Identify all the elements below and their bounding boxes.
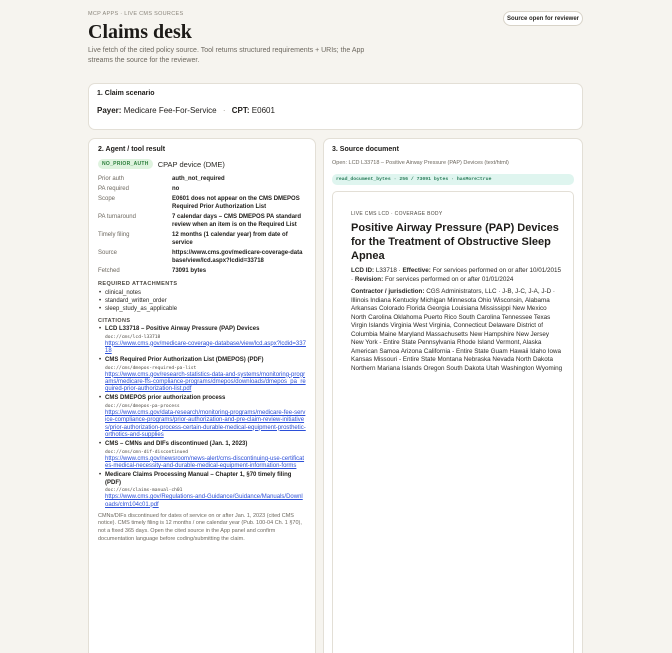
- source-document-card: [323, 138, 583, 653]
- attachments-list: [98, 289, 306, 313]
- citation-title: • Medicare Claims Processing Manual – Chapter 1, §70 timely filing (PDF): [105, 472, 292, 486]
- cpt-value: E0601: [251, 106, 275, 115]
- agent-heading: 2. Agent / tool result: [98, 146, 166, 153]
- citations-list: [98, 326, 306, 509]
- citation-title: • CMS Required Prior Authorization List (DMEPOS) (PDF): [105, 357, 264, 364]
- claim-scenario-card: [88, 83, 583, 130]
- citation-link[interactable]: https://www.cms.gov/newsroom/news-alert/cms-discontinuing-use-certificates-medical-necessity-and-durable-medical-equipment-information-forms: [105, 455, 305, 469]
- field-label: PA turnaround: [98, 214, 136, 220]
- field-value: no: [172, 186, 180, 192]
- citation-link[interactable]: https://www.cms.gov/research-statistics-data-and-systems/monitoring-programs/medicare-ffs-compliance-programs/dmepos/downloads/dmepos_pa_required-prior-authorization-list.pdf: [105, 371, 306, 393]
- contractor-label: Contractor / jurisdiction:: [351, 288, 425, 295]
- field-value: auth_not_required: [172, 176, 225, 182]
- citation-title: • CMS – CMNs and DIFs discontinued (Jan. 1, 2023): [105, 441, 248, 448]
- scenario-summary: [97, 106, 574, 115]
- effective-value: For services performed on or after 10/01/2015: [432, 267, 562, 274]
- scenario-heading: 1. Claim scenario: [97, 90, 155, 97]
- citation-item: [98, 326, 306, 355]
- citation-title: • LCD L33718 – Positive Airway Pressure (PAP) Devices: [105, 326, 260, 332]
- field-value: E0601 does not appear on the CMS DMEPOS Required Prior Authorization List: [172, 196, 300, 210]
- citation-doc-uri: doc://cms/lcd-l33718: [105, 334, 161, 340]
- field-value: 7 calendar days – CMS DMEPOS PA standard review when an item is on the Required List: [172, 214, 302, 228]
- cpt-label: CPT:: [231, 106, 250, 115]
- status-line: [98, 159, 306, 169]
- field-label: Scope: [98, 196, 116, 202]
- field-label: Prior auth: [98, 176, 125, 182]
- doc-eyebrow: LIVE CMS LCD · COVERAGE BODY: [351, 211, 443, 217]
- list-item: • sleep_study_as_applicable: [98, 305, 306, 313]
- doc-meta: LCD ID: L33718 · Effective: For services performed on or after 10/01/2015 · Revision: For services performed on or after 01/01/2024: [351, 267, 562, 283]
- attachments-heading: REQUIRED ATTACHMENTS: [98, 281, 178, 287]
- result-fields: [98, 174, 306, 276]
- citation-doc-uri: doc://cms/cmn-dif-discontinued: [105, 449, 188, 455]
- citations-heading: CITATIONS: [98, 318, 131, 324]
- lcd-label: LCD ID:: [351, 267, 375, 274]
- agent-result-card: [88, 138, 316, 653]
- separator: ·: [222, 106, 226, 115]
- citation-item: [98, 472, 306, 509]
- effective-label: Effective:: [402, 267, 431, 274]
- list-item: • standard_written_order: [98, 297, 306, 305]
- status-badge: NO_PRIOR_AUTH: [98, 159, 153, 169]
- payer-value: Medicare Fee-For-Service: [123, 106, 217, 115]
- breadcrumb: MCP APPS · LIVE CMS SOURCES: [88, 11, 184, 17]
- revision-value: For services performed on or after 01/01/2024: [384, 275, 514, 283]
- citation-link[interactable]: https://www.cms.gov/medicare-coverage-database/view/lcd.aspx?lcdid=33718: [105, 340, 306, 354]
- field-value: 73091 bytes: [172, 268, 207, 274]
- field-label: Source: [98, 250, 118, 256]
- page-subtitle: Live fetch of the cited policy source. Tool returns structured requirements + URIs; the App streams the source for the reviewer.: [88, 47, 365, 64]
- citation-item: [98, 357, 306, 393]
- source-open-button[interactable]: Source open for reviewer: [503, 11, 583, 26]
- field-label: PA required: [98, 186, 129, 192]
- result-note: CMNs/DIFs discontinued for dates of service on or after Jan. 1, 2023 (cited CMS notice). CMS timely filing is 12 months / one calendar year (Pub. 100-04 Ch. 1 §70), not a fixed 365 days. Open the cited source in the App panel and confirm documentation language before coding/submitting the claim.: [98, 512, 302, 542]
- source-heading: 3. Source document: [332, 146, 399, 153]
- bytes-status-pill: read_document_bytes · 256 / 73091 bytes · hasMore=true: [332, 174, 574, 185]
- citation-item: [98, 395, 306, 439]
- page-title: Claims desk: [88, 21, 192, 43]
- list-item: • clinical_notes: [98, 289, 306, 297]
- field-value: https://www.cms.gov/medicare-coverage-database/view/lcd.aspx?lcdid=33718: [172, 250, 303, 264]
- payer-label: Payer:: [97, 106, 122, 115]
- open-document-line: Open: LCD L33718 – Positive Airway Pressure (PAP) Devices (text/html): [332, 160, 509, 166]
- contractor-value: CGS Administrators, LLC · J-B, J-C, J-A, J-D · Illinois Indiana Kentucky Michigan Minnesota Ohio Wisconsin, Alabama Arkansas Colorado Florida Georgia Louisiana Mississippi New Mexico North Carolina Oklahoma Puerto Rico South Carolina Tennessee Texas Virgin Islands Virginia West Virginia, Connecticut Delaware District of Columbia Maine Maryland Massachusetts New Hampshire New Jersey New York - Entire State Pennsylvania Rhode Island Vermont, Alaska American Samoa Arizona California - Entire State Guam Hawaii Idaho Iowa Kansas Missouri - Entire State Montana Nebraska Nevada North Dakota Northern Mariana Islands Oregon South Dakota Utah Washington Wyoming: [351, 288, 563, 372]
- citation-item: [98, 441, 306, 470]
- device-name: CPAP device (DME): [157, 159, 225, 169]
- lcd-value: L33718: [375, 267, 397, 274]
- field-label: Timely filing: [98, 232, 130, 238]
- doc-contractor: [351, 288, 563, 373]
- citation-doc-uri: doc://cms/dmepos-required-pa-list: [105, 365, 197, 371]
- field-label: Fetched: [98, 268, 120, 274]
- citation-title: • CMS DMEPOS prior authorization process: [105, 395, 226, 402]
- citation-link[interactable]: https://www.cms.gov/Regulations-and-Guidance/Guidance/Manuals/Downloads/clm104c01.pdf: [105, 494, 303, 508]
- field-value: 12 months (1 calendar year) from date of service: [172, 232, 288, 246]
- citation-link[interactable]: https://www.cms.gov/data-research/monitoring-programs/medicare-fee-service-compliance-programs/prior-authorization-and-pre-claim-review-initiatives/prior-authorization-process-certain-durable-medical-equipment-prosthetic-orthotics-and-supplies: [105, 409, 306, 438]
- document-viewer[interactable]: [332, 191, 574, 653]
- doc-title: Positive Airway Pressure (PAP) Devices for the Treatment of Obstructive Sleep Apnea: [351, 222, 559, 262]
- revision-label: Revision:: [354, 275, 384, 283]
- citation-doc-uri: doc://cms/claims-manual-ch01: [105, 488, 183, 494]
- citation-doc-uri: doc://cms/dmepos-pa-process: [105, 403, 180, 409]
